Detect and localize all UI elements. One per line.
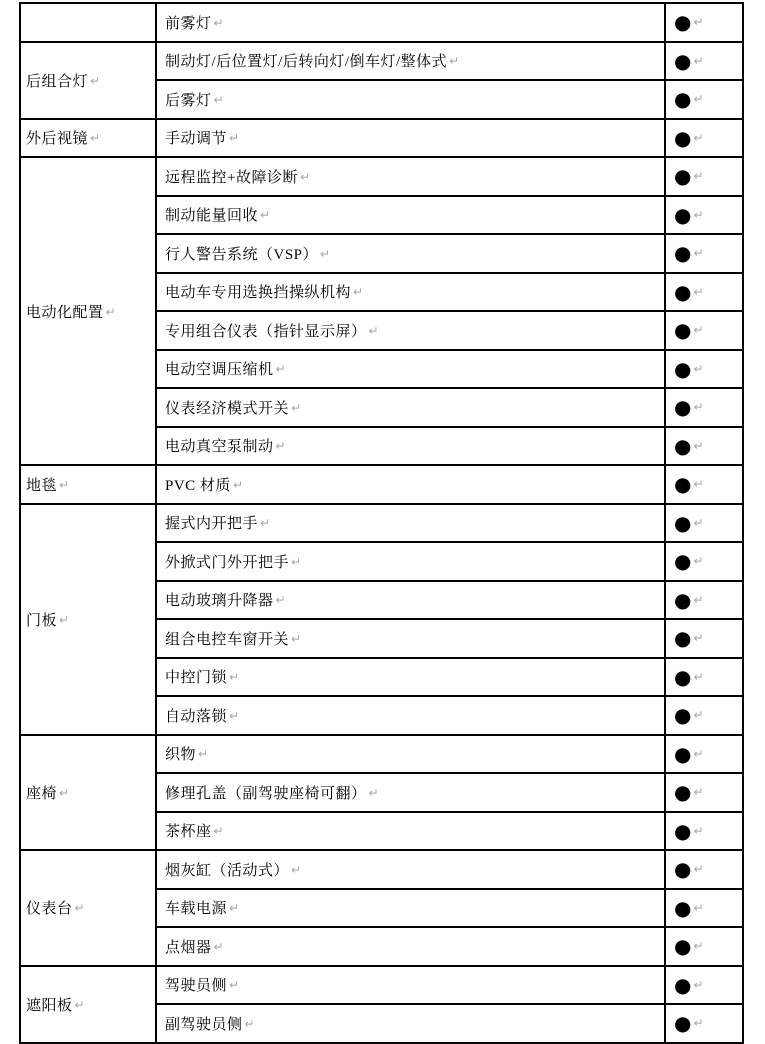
paragraph-mark-icon: ↵ (74, 997, 85, 1012)
category-label: 门板 (26, 612, 58, 629)
paragraph-mark-icon: ↵ (693, 130, 704, 145)
value-cell (665, 619, 743, 658)
table-row (20, 3, 743, 42)
feature-cell (156, 196, 665, 235)
value-cell (665, 889, 743, 928)
feature-cell (156, 427, 665, 466)
feature-label: 中控门锁 (165, 670, 228, 687)
feature-label: 仪表经济模式开关 (165, 400, 290, 417)
paragraph-mark-icon: ↵ (693, 246, 704, 261)
paragraph-mark-icon: ↵ (59, 477, 70, 492)
category-cell (20, 42, 156, 119)
value-cell (665, 157, 743, 196)
value-cell (665, 427, 743, 466)
feature-label: 电动车专用选换挡操纵机构 (165, 285, 352, 302)
feature-label: 烟灰缸（活动式） (165, 862, 290, 879)
category-label: 地毯 (26, 477, 58, 494)
paragraph-mark-icon: ↵ (213, 824, 224, 839)
paragraph-mark-icon: ↵ (320, 246, 331, 261)
category-label: 外后视镜 (26, 131, 89, 148)
value-cell (665, 773, 743, 812)
feature-cell (156, 234, 665, 273)
feature-cell (156, 773, 665, 812)
feature-label: 制动能量回收 (165, 208, 259, 225)
paragraph-mark-icon: ↵ (229, 978, 240, 993)
paragraph-mark-icon: ↵ (260, 208, 271, 223)
category-cell (20, 3, 156, 42)
paragraph-mark-icon: ↵ (693, 823, 704, 838)
paragraph-mark-icon: ↵ (275, 362, 286, 377)
feature-label: 电动玻璃升降器 (165, 593, 274, 610)
paragraph-mark-icon: ↵ (693, 708, 704, 723)
filled-dot-icon: ● (674, 587, 692, 612)
paragraph-mark-icon: ↵ (693, 92, 704, 107)
feature-cell (156, 812, 665, 851)
paragraph-mark-icon: ↵ (693, 669, 704, 684)
paragraph-mark-icon: ↵ (299, 169, 311, 184)
paragraph-mark-icon: ↵ (693, 862, 704, 877)
feature-cell (156, 966, 665, 1005)
paragraph-mark-icon: ↵ (291, 862, 302, 877)
category-cell (20, 119, 156, 158)
value-cell (665, 812, 743, 851)
feature-cell (156, 658, 665, 697)
filled-dot-icon: ● (674, 934, 692, 959)
table-row (20, 42, 743, 81)
paragraph-mark-icon: ↵ (693, 515, 704, 530)
paragraph-mark-icon: ↵ (693, 15, 704, 30)
paragraph-mark-icon: ↵ (229, 708, 240, 723)
filled-dot-icon: ● (674, 202, 692, 227)
feature-label: 握式内开把手 (165, 516, 259, 533)
value-cell (665, 388, 743, 427)
paragraph-mark-icon: ↵ (693, 977, 704, 992)
paragraph-mark-icon: ↵ (275, 439, 286, 454)
value-cell (665, 850, 743, 889)
paragraph-mark-icon: ↵ (291, 400, 302, 415)
feature-label: 专用组合仪表（指针显示屏） (165, 323, 367, 340)
feature-cell (156, 3, 665, 42)
category-cell (20, 850, 156, 966)
filled-dot-icon: ● (674, 395, 692, 420)
table-row (20, 465, 743, 504)
feature-label: 行人警告系统（VSP） (165, 246, 319, 263)
paragraph-mark-icon: ↵ (59, 785, 70, 800)
table-row (20, 966, 743, 1005)
category-cell (20, 966, 156, 1043)
table-row (20, 850, 743, 889)
filled-dot-icon: ● (674, 626, 692, 651)
feature-label: 外掀式门外开把手 (165, 554, 290, 571)
filled-dot-icon: ● (674, 664, 692, 689)
value-cell (665, 504, 743, 543)
feature-label: PVC 材质 (165, 477, 231, 494)
filled-dot-icon: ● (674, 125, 692, 150)
paragraph-mark-icon: ↵ (449, 54, 460, 69)
filled-dot-icon: ● (674, 164, 692, 189)
table-row (20, 504, 743, 543)
paragraph-mark-icon: ↵ (693, 438, 704, 453)
value-cell (665, 658, 743, 697)
filled-dot-icon: ● (674, 10, 692, 35)
feature-cell (156, 619, 665, 658)
feature-cell (156, 42, 665, 81)
paragraph-mark-icon: ↵ (229, 670, 240, 685)
filled-dot-icon: ● (674, 703, 692, 728)
feature-cell (156, 696, 665, 735)
table-row (20, 119, 743, 158)
filled-dot-icon: ● (674, 510, 692, 535)
value-cell (665, 80, 743, 119)
paragraph-mark-icon: ↵ (90, 73, 101, 88)
value-cell (665, 42, 743, 81)
paragraph-mark-icon: ↵ (693, 323, 704, 338)
feature-label: 点烟器 (165, 939, 212, 956)
filled-dot-icon: ● (674, 549, 692, 574)
filled-dot-icon: ● (674, 972, 692, 997)
paragraph-mark-icon: ↵ (693, 361, 704, 376)
feature-label: 远程监控+故障诊断 (165, 169, 298, 186)
value-cell (665, 119, 743, 158)
paragraph-mark-icon: ↵ (368, 323, 379, 338)
paragraph-mark-icon: ↵ (232, 477, 243, 492)
paragraph-mark-icon: ↵ (90, 131, 101, 146)
feature-cell (156, 850, 665, 889)
value-cell (665, 1004, 743, 1043)
filled-dot-icon: ● (674, 241, 692, 266)
feature-cell (156, 350, 665, 389)
paragraph-mark-icon: ↵ (693, 477, 704, 492)
table-row (20, 735, 743, 774)
paragraph-mark-icon: ↵ (275, 593, 286, 608)
paragraph-mark-icon: ↵ (693, 785, 704, 800)
paragraph-mark-icon: ↵ (59, 612, 70, 627)
feature-label: 自动落锁 (165, 708, 228, 725)
paragraph-mark-icon: ↵ (368, 785, 379, 800)
paragraph-mark-icon: ↵ (291, 631, 302, 646)
value-cell (665, 350, 743, 389)
feature-label: 茶杯座 (165, 824, 212, 841)
category-label: 遮阳板 (26, 997, 73, 1014)
value-cell (665, 927, 743, 966)
value-cell (665, 196, 743, 235)
value-cell (665, 735, 743, 774)
value-cell (665, 3, 743, 42)
paragraph-mark-icon: ↵ (260, 516, 271, 531)
paragraph-mark-icon: ↵ (693, 900, 704, 915)
value-cell (665, 542, 743, 581)
paragraph-mark-icon: ↵ (693, 284, 704, 299)
filled-dot-icon: ● (674, 818, 692, 843)
feature-label: 电动空调压缩机 (165, 362, 274, 379)
feature-cell (156, 465, 665, 504)
category-cell (20, 504, 156, 735)
feature-label: 手动调节 (165, 131, 228, 148)
category-cell (20, 157, 156, 465)
value-cell (665, 273, 743, 312)
value-cell (665, 311, 743, 350)
feature-cell (156, 119, 665, 158)
filled-dot-icon: ● (674, 780, 692, 805)
paragraph-mark-icon: ↵ (74, 901, 85, 916)
paragraph-mark-icon: ↵ (693, 554, 704, 569)
feature-cell (156, 80, 665, 119)
feature-cell (156, 889, 665, 928)
paragraph-mark-icon: ↵ (693, 169, 704, 184)
feature-cell (156, 504, 665, 543)
category-label: 电动化配置 (26, 304, 104, 321)
filled-dot-icon: ● (674, 87, 692, 112)
feature-cell (156, 927, 665, 966)
feature-label: 组合电控车窗开关 (165, 631, 290, 648)
spec-table (19, 2, 744, 1044)
category-cell (20, 465, 156, 504)
feature-label: 织物 (165, 747, 197, 764)
paragraph-mark-icon: ↵ (229, 131, 240, 146)
paragraph-mark-icon: ↵ (291, 554, 302, 569)
paragraph-mark-icon: ↵ (229, 901, 240, 916)
paragraph-mark-icon: ↵ (693, 746, 704, 761)
filled-dot-icon: ● (674, 857, 692, 882)
feature-label: 制动灯/后位置灯/后转向灯/倒车灯/整体式 (165, 54, 448, 71)
paragraph-mark-icon: ↵ (198, 747, 209, 762)
filled-dot-icon: ● (674, 433, 692, 458)
value-cell (665, 696, 743, 735)
paragraph-mark-icon: ↵ (693, 53, 704, 68)
paragraph-mark-icon: ↵ (213, 15, 224, 30)
paragraph-mark-icon: ↵ (693, 400, 704, 415)
feature-cell (156, 735, 665, 774)
feature-label: 后雾灯 (165, 92, 212, 109)
filled-dot-icon: ● (674, 356, 692, 381)
paragraph-mark-icon: ↵ (693, 207, 704, 222)
paragraph-mark-icon: ↵ (244, 1016, 255, 1031)
feature-cell (156, 542, 665, 581)
filled-dot-icon: ● (674, 472, 692, 497)
paragraph-mark-icon: ↵ (353, 285, 364, 300)
feature-label: 电动真空泵制动 (165, 439, 274, 456)
paragraph-mark-icon: ↵ (693, 592, 704, 607)
value-cell (665, 581, 743, 620)
category-cell (20, 735, 156, 851)
feature-label: 车载电源 (165, 901, 228, 918)
filled-dot-icon: ● (674, 318, 692, 343)
feature-label: 驾驶员侧 (165, 978, 228, 995)
value-cell (665, 234, 743, 273)
feature-cell (156, 1004, 665, 1043)
feature-label: 修理孔盖（副驾驶座椅可翻） (165, 785, 367, 802)
filled-dot-icon: ● (674, 48, 692, 73)
feature-label: 前雾灯 (165, 15, 212, 32)
paragraph-mark-icon: ↵ (213, 939, 224, 954)
feature-label: 副驾驶员侧 (165, 1016, 243, 1033)
table-row (20, 157, 743, 196)
paragraph-mark-icon: ↵ (693, 631, 704, 646)
filled-dot-icon: ● (674, 1011, 692, 1036)
feature-cell (156, 388, 665, 427)
paragraph-mark-icon: ↵ (213, 92, 224, 107)
filled-dot-icon: ● (674, 279, 692, 304)
paragraph-mark-icon: ↵ (693, 939, 704, 954)
spec-table-body (20, 3, 743, 1043)
paragraph-mark-icon: ↵ (693, 1016, 704, 1031)
filled-dot-icon: ● (674, 741, 692, 766)
feature-cell (156, 157, 665, 196)
feature-cell (156, 311, 665, 350)
feature-cell (156, 273, 665, 312)
category-label: 座椅 (26, 785, 58, 802)
category-label: 后组合灯 (26, 73, 89, 90)
paragraph-mark-icon: ↵ (105, 304, 116, 319)
category-label: 仪表台 (26, 901, 73, 918)
feature-cell (156, 581, 665, 620)
value-cell (665, 966, 743, 1005)
filled-dot-icon: ● (674, 895, 692, 920)
value-cell (665, 465, 743, 504)
